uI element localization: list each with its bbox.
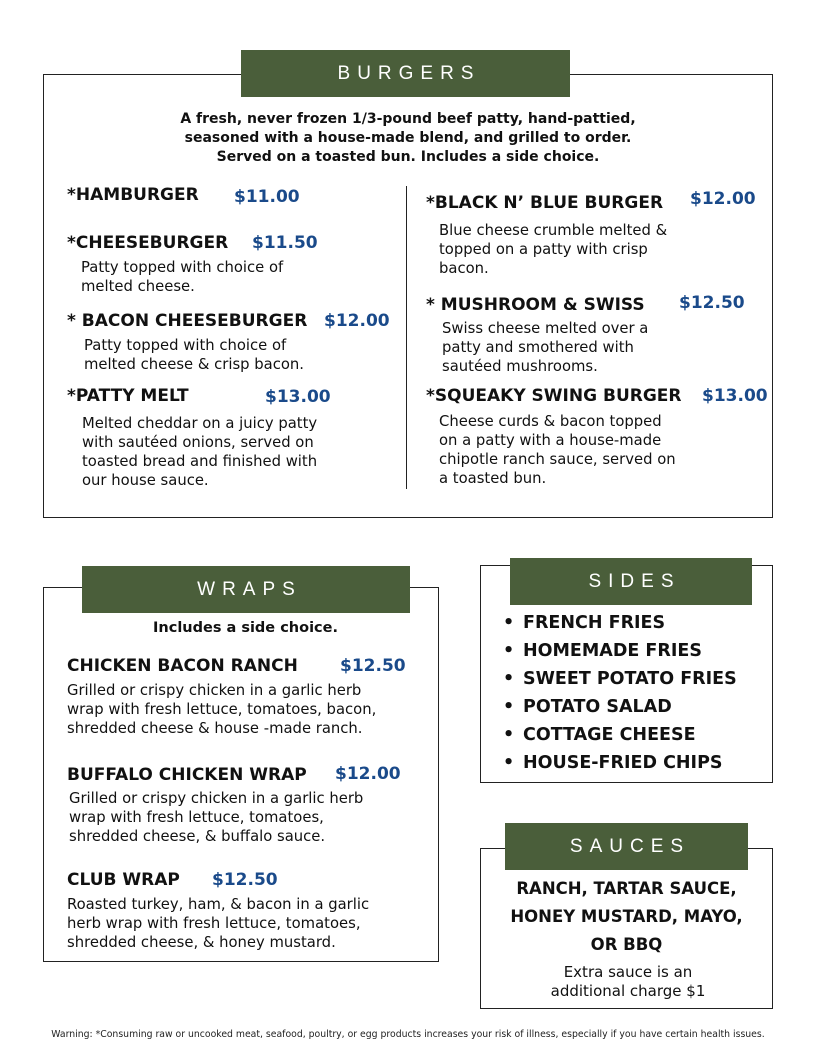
burgers-intro-line: seasoned with a house-made blend, and grilled to order. xyxy=(184,130,632,146)
menu-item-description xyxy=(67,895,369,952)
list-item: • FRENCH FRIES xyxy=(523,613,665,633)
description-line: Patty topped with choice of xyxy=(84,337,287,354)
wraps-intro: Includes a side choice. xyxy=(153,620,338,636)
list-item: • POTATO SALAD xyxy=(523,697,672,717)
description-line: sautéed mushrooms. xyxy=(442,358,598,375)
menu-item-price: $12.50 xyxy=(340,656,406,676)
description-line: chipotle ranch sauce, served on xyxy=(439,451,676,468)
sauces-note-line: additional charge $1 xyxy=(550,982,706,1000)
menu-item-price: $13.00 xyxy=(265,387,331,407)
sauces-banner: SAUCES xyxy=(505,823,748,870)
description-line: melted cheese & crisp bacon. xyxy=(84,356,304,373)
menu-item-description xyxy=(81,258,283,296)
burgers-intro-line: Served on a toasted bun. Includes a side choice. xyxy=(216,149,600,165)
list-item: • SWEET POTATO FRIES xyxy=(523,669,737,689)
description-line: toasted bread and finished with xyxy=(82,453,318,470)
description-line: with sautéed onions, served on xyxy=(82,434,314,451)
menu-item-description xyxy=(82,414,317,490)
burgers-intro-line: A fresh, never frozen 1/3-pound beef patty, hand-pattied, xyxy=(180,111,636,127)
menu-item-description xyxy=(69,789,363,846)
sauces-line: OR BBQ xyxy=(590,935,663,954)
sauces-line: RANCH, TARTAR SAUCE, xyxy=(516,879,737,898)
sauces-note xyxy=(490,963,766,1001)
description-line: Cheese curds & bacon topped xyxy=(439,413,662,430)
menu-item-name: BUFFALO CHICKEN WRAP xyxy=(67,765,307,785)
menu-item-name: * MUSHROOM & SWISS xyxy=(426,295,645,315)
description-line: shredded cheese, & honey mustard. xyxy=(67,934,336,951)
menu-item-name: CLUB WRAP xyxy=(67,870,180,890)
menu-item-price: $12.00 xyxy=(335,764,401,784)
menu-item-description xyxy=(67,681,376,738)
description-line: shredded cheese, & buffalo sauce. xyxy=(69,828,326,845)
description-line: our house sauce. xyxy=(82,472,209,489)
menu-item-price: $12.00 xyxy=(690,189,756,209)
menu-item-description xyxy=(439,221,667,278)
description-line: Grilled or crispy chicken in a garlic herb xyxy=(69,790,364,807)
menu-item-price: $13.00 xyxy=(702,386,768,406)
list-item: • HOUSE-FRIED CHIPS xyxy=(523,753,723,773)
sides-banner: SIDES xyxy=(510,558,752,605)
description-line: wrap with fresh lettuce, tomatoes, xyxy=(69,809,324,826)
description-line: Melted cheddar on a juicy patty xyxy=(82,415,318,432)
menu-item-name: *PATTY MELT xyxy=(67,386,189,406)
menu-item-description xyxy=(442,319,648,376)
description-line: Swiss cheese melted over a xyxy=(442,320,649,337)
description-line: melted cheese. xyxy=(81,278,195,295)
menu-item-price: $12.00 xyxy=(324,311,390,331)
description-line: shredded cheese & house -made ranch. xyxy=(67,720,363,737)
sauces-line: HONEY MUSTARD, MAYO, xyxy=(510,907,743,926)
menu-item-price: $11.50 xyxy=(252,233,318,253)
menu-item-description xyxy=(84,336,304,374)
menu-item-name: *CHEESEBURGER xyxy=(67,233,229,253)
description-line: wrap with fresh lettuce, tomatoes, bacon, xyxy=(67,701,377,718)
menu-item-price: $11.00 xyxy=(234,187,300,207)
menu-item-name: *BLACK N’ BLUE BURGER xyxy=(426,193,664,213)
description-line: bacon. xyxy=(439,260,489,277)
burgers-column-divider xyxy=(406,186,407,489)
menu-item-name: *SQUEAKY SWING BURGER xyxy=(426,386,682,406)
list-item: • HOMEMADE FRIES xyxy=(523,641,702,661)
description-line: Grilled or crispy chicken in a garlic herb xyxy=(67,682,362,699)
menu-item-price: $12.50 xyxy=(679,293,745,313)
menu-item-description xyxy=(439,412,676,488)
description-line: a toasted bun. xyxy=(439,470,547,487)
description-line: on a patty with a house-made xyxy=(439,432,662,449)
health-warning: Warning: *Consuming raw or uncooked meat, seafood, poultry, or egg products increases your risk of illness, especially if you have certain health issues. xyxy=(51,1029,765,1040)
list-item: • COTTAGE CHEESE xyxy=(523,725,696,745)
menu-item-name: CHICKEN BACON RANCH xyxy=(67,656,298,676)
menu-item-name: *HAMBURGER xyxy=(67,185,199,205)
wraps-banner: WRAPS xyxy=(82,566,410,613)
description-line: Blue cheese crumble melted & xyxy=(439,222,668,239)
menu-item-price: $12.50 xyxy=(212,870,278,890)
description-line: patty and smothered with xyxy=(442,339,634,356)
sauces-list xyxy=(480,875,773,959)
description-line: topped on a patty with crisp xyxy=(439,241,648,258)
menu-item-name: * BACON CHEESEBURGER xyxy=(67,311,308,331)
description-line: Patty topped with choice of xyxy=(81,259,284,276)
description-line: herb wrap with fresh lettuce, tomatoes, xyxy=(67,915,361,932)
burgers-banner: BURGERS xyxy=(241,50,570,97)
burgers-intro xyxy=(100,110,716,167)
description-line: Roasted turkey, ham, & bacon in a garlic xyxy=(67,896,370,913)
sauces-note-line: Extra sauce is an xyxy=(563,963,693,981)
